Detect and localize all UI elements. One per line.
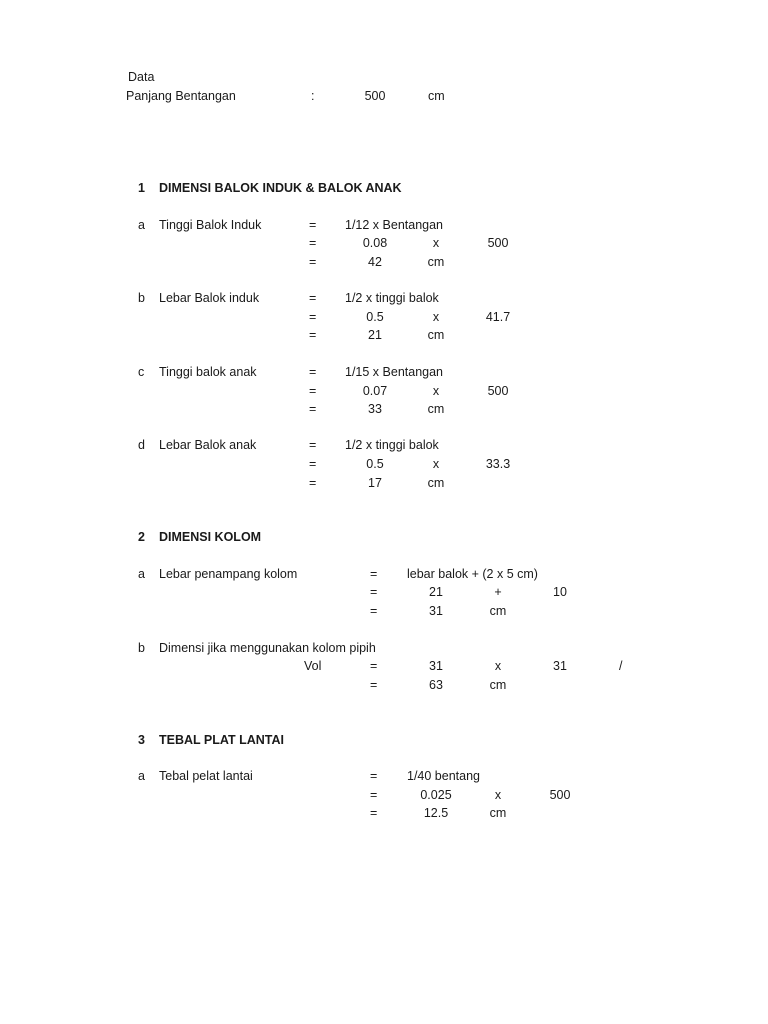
item-2b-eq-1: = <box>370 659 378 673</box>
item-2b-operator: x <box>494 659 502 673</box>
item-1c-unit: cm <box>427 402 445 416</box>
item-1a-eq-1: = <box>309 218 317 232</box>
item-2a-letter: a <box>138 567 145 581</box>
section-2-number: 2 <box>138 530 145 544</box>
item-1c-label: Tinggi balok anak <box>159 365 257 379</box>
item-1b-eq-2: = <box>309 310 317 324</box>
item-1d-operand: 33.3 <box>485 457 511 471</box>
item-1b-eq-3: = <box>309 328 317 342</box>
item-2b-vol-label: Vol <box>304 659 322 673</box>
item-3a-unit: cm <box>489 806 507 820</box>
item-1b-result: 21 <box>368 328 382 342</box>
item-2b-result: 63 <box>429 678 443 692</box>
item-1b-unit: cm <box>427 328 445 342</box>
item-1c-operand: 500 <box>487 384 509 398</box>
item-2a-factor: 21 <box>429 585 443 599</box>
item-1a-unit: cm <box>427 255 445 269</box>
span-length-label: Panjang Bentangan <box>126 89 236 103</box>
item-1b-factor: 0.5 <box>366 310 384 324</box>
item-1d-formula: 1/2 x tinggi balok <box>345 438 439 452</box>
item-3a-letter: a <box>138 769 145 783</box>
section-2-title: DIMENSI KOLOM <box>159 530 262 544</box>
span-length-value: 500 <box>364 89 386 103</box>
item-1b-letter: b <box>138 291 145 305</box>
item-2b-eq-2: = <box>370 678 378 692</box>
item-3a-eq-2: = <box>370 788 378 802</box>
item-1c-letter: c <box>138 365 145 379</box>
item-3a-eq-3: = <box>370 806 378 820</box>
item-2b-factor: 31 <box>429 659 443 673</box>
item-2b-label: Dimensi jika menggunakan kolom pipih <box>159 641 376 655</box>
item-2a-label: Lebar penampang kolom <box>159 567 298 581</box>
item-2a-operator: + <box>494 585 502 599</box>
section-3-number: 3 <box>138 733 145 747</box>
item-3a-label: Tebal pelat lantai <box>159 769 253 783</box>
item-1a-eq-3: = <box>309 255 317 269</box>
item-1d-eq-2: = <box>309 457 317 471</box>
item-2a-eq-2: = <box>370 585 378 599</box>
item-3a-operand: 500 <box>549 788 571 802</box>
item-1c-eq-2: = <box>309 384 317 398</box>
item-1a-letter: a <box>138 218 145 232</box>
item-1a-factor: 0.08 <box>362 236 388 250</box>
item-1d-eq-1: = <box>309 438 317 452</box>
item-1c-result: 33 <box>368 402 382 416</box>
item-1d-letter: d <box>138 438 145 452</box>
item-1c-eq-1: = <box>309 365 317 379</box>
item-2b-letter: b <box>138 641 145 655</box>
item-1c-eq-3: = <box>309 402 317 416</box>
item-1c-formula: 1/15 x Bentangan <box>345 365 443 379</box>
item-2b-operand: 31 <box>553 659 567 673</box>
section-1-title: DIMENSI BALOK INDUK & BALOK ANAK <box>159 181 402 195</box>
item-2b-unit: cm <box>489 678 507 692</box>
item-1b-operator: x <box>432 310 440 324</box>
item-1a-label: Tinggi Balok Induk <box>159 218 262 232</box>
data-label: Data <box>128 70 155 84</box>
item-1d-label: Lebar Balok anak <box>159 438 257 452</box>
item-1a-eq-2: = <box>309 236 317 250</box>
item-1c-factor: 0.07 <box>362 384 388 398</box>
item-2a-eq-1: = <box>370 567 378 581</box>
item-1d-result: 17 <box>368 476 382 490</box>
span-length-unit: cm <box>428 89 445 103</box>
item-1d-unit: cm <box>427 476 445 490</box>
item-1b-eq-1: = <box>309 291 317 305</box>
item-1d-factor: 0.5 <box>366 457 384 471</box>
item-3a-operator: x <box>494 788 502 802</box>
item-3a-factor: 0.025 <box>420 788 452 802</box>
item-1d-operator: x <box>432 457 440 471</box>
item-1b-label: Lebar Balok induk <box>159 291 260 305</box>
item-1a-formula: 1/12 x Bentangan <box>345 218 443 232</box>
item-3a-result: 12.5 <box>423 806 449 820</box>
span-length-colon: : <box>311 89 315 103</box>
item-2a-result: 31 <box>429 604 443 618</box>
section-3-title: TEBAL PLAT LANTAI <box>159 733 284 747</box>
section-1-number: 1 <box>138 181 145 195</box>
item-2a-formula: lebar balok + (2 x 5 cm) <box>407 567 538 581</box>
item-2b-divide: / <box>619 659 623 673</box>
item-1a-result: 42 <box>368 255 382 269</box>
item-1d-eq-3: = <box>309 476 317 490</box>
item-2a-eq-3: = <box>370 604 378 618</box>
item-3a-eq-1: = <box>370 769 378 783</box>
item-3a-formula: 1/40 bentang <box>407 769 480 783</box>
item-1a-operand: 500 <box>487 236 509 250</box>
item-1b-operand: 41.7 <box>485 310 511 324</box>
item-1a-operator: x <box>432 236 440 250</box>
item-1b-formula: 1/2 x tinggi balok <box>345 291 439 305</box>
item-1c-operator: x <box>432 384 440 398</box>
item-2a-operand: 10 <box>553 585 567 599</box>
item-2a-unit: cm <box>489 604 507 618</box>
